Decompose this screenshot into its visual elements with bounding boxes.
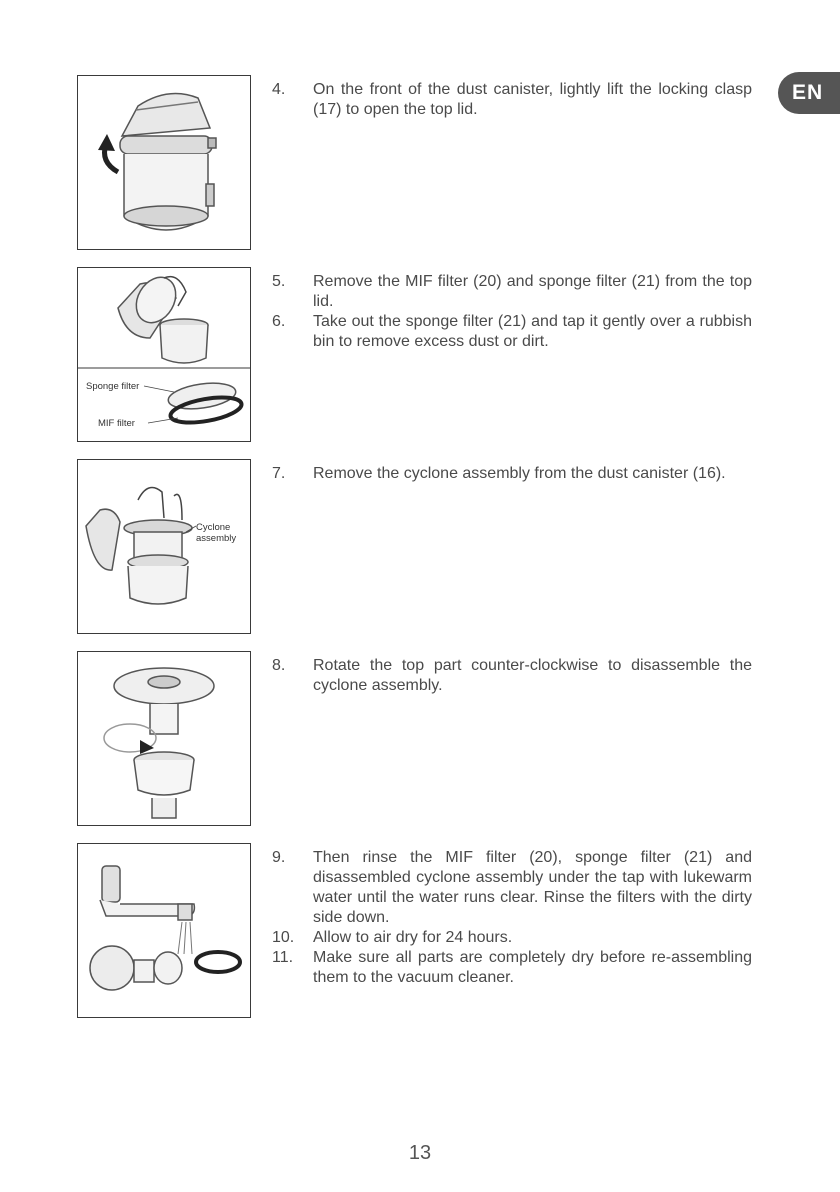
step-item [272,464,752,484]
figure-rinse [77,843,251,1018]
page-number: 13 [408,1142,432,1164]
step-number: 10. [272,929,295,946]
cyclone-label-line2: assembly [196,533,237,544]
step-text: Allow to air dry for 24 hours. [313,929,513,946]
figure-open-lid [77,75,251,250]
step-item [272,848,752,928]
step-item [272,656,752,696]
steps-group-open-lid [272,80,752,120]
steps-group-cyclone-removal [272,464,752,484]
step-item [272,272,752,312]
steps-group-filters [272,272,752,352]
figure-filters [77,267,251,442]
step-number: 11. [272,949,294,966]
step-text: Remove the MIF filter (20) and sponge filter (21) from the top lid. [313,273,752,310]
figure-disassemble-cyclone [77,651,251,826]
step-text: Remove the cyclone assembly from the dust canister (16). [313,465,726,482]
step-number: 9. [272,849,286,866]
step-text: Make sure all parts are completely dry before re-assembling them to the vacuum cleaner. [313,949,752,986]
figure-cyclone-removal [77,459,251,634]
step-number: 7. [272,465,286,482]
cyclone-removal-illustration [78,460,250,633]
sponge-filter-label: Sponge filter [86,381,140,392]
step-number: 8. [272,657,286,674]
step-number: 6. [272,313,286,330]
step-item [272,312,752,352]
step-text: On the front of the dust canister, lightly lift the locking clasp (17) to open the top lid. [313,81,752,118]
step-item [272,80,752,120]
step-number: 4. [272,81,286,98]
step-text: Then rinse the MIF filter (20), sponge filter (21) and disassembled cyclone assembly under the tap with lukewarm water until the water runs clear. Rinse the filters with the dirty side down. [313,849,752,926]
disassemble-illustration [78,652,250,825]
mif-filter-label: MIF filter [98,418,135,429]
language-tab: EN [778,72,840,114]
cyclone-label-line1: Cyclone [196,522,231,533]
canister-illustration [78,76,250,249]
rinse-illustration [78,844,250,1017]
filters-illustration [78,268,250,441]
step-item [272,948,752,988]
step-text: Rotate the top part counter-clockwise to disassemble the cyclone assembly. [313,657,752,694]
step-number: 5. [272,273,286,290]
steps-group-rinse [272,848,752,988]
steps-group-disassemble [272,656,752,696]
step-text: Take out the sponge filter (21) and tap it gently over a rubbish bin to remove excess dust or dirt. [313,313,752,350]
step-item [272,928,752,948]
